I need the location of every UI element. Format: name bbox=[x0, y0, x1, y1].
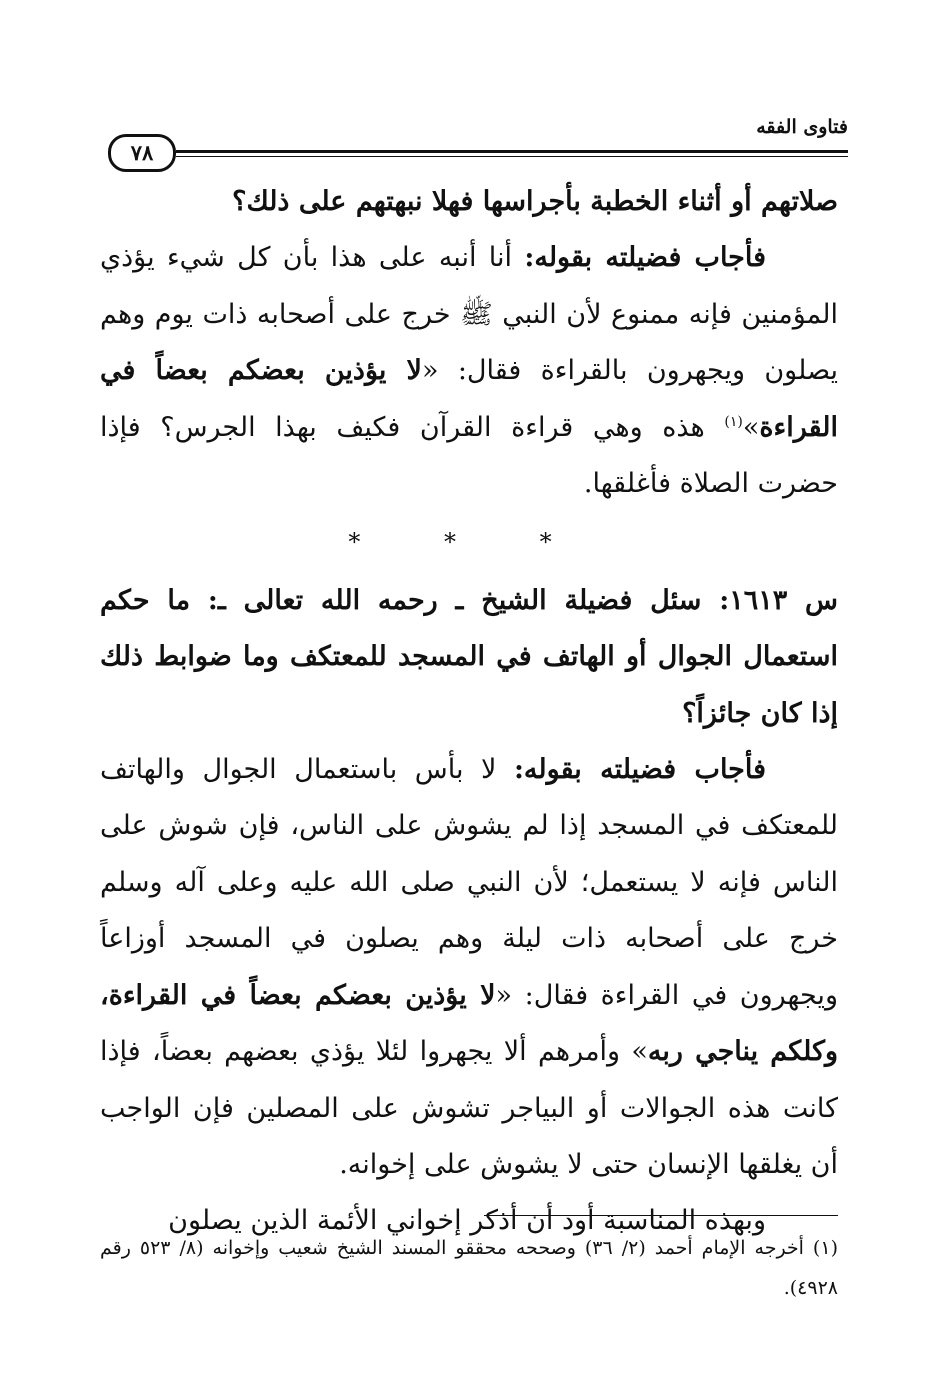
hadith-quote: لا يؤذين بعضكم بعضاً في القراءة bbox=[100, 355, 838, 443]
footnote-rule bbox=[484, 1215, 838, 1216]
main-text bbox=[100, 174, 838, 1250]
page-header bbox=[96, 112, 848, 172]
answer-text-2: لا بأس باستعمال الجوال والهاتف للمعتكف في المسجد إذا لم يشوش على الناس، فإن شوش على الناس فإنه لا يستعمل؛ لأن النبي صلى الله عليه وعلى آله وسلم خرج على أصحابه ذات ليلة وهم يصلون في المسجد أوزاعاً ويجهرون في القراءة فقال: « bbox=[100, 754, 838, 1011]
answer-paragraph bbox=[100, 230, 838, 512]
footnote: (١) أخرجه الإمام أحمد (٢/ ٣٦) وصححه محققو المسند الشيخ شعيب وإخوانه (٨/ ٥٢٣ رقم ٤٩٢٨). bbox=[100, 1237, 838, 1299]
header-rule bbox=[176, 150, 848, 157]
answer-text-end: هذه وهي قراءة القرآن فكيف بهذا الجرس؟ فإذا حضرت الصلاة فأغلقها. bbox=[100, 411, 838, 500]
section-separator: * * * bbox=[348, 528, 590, 557]
answer-text-2-end: » وأمرهم ألا يجهروا لئلا يؤذي بعضهم بعضاً، فإذا كانت هذه الجوالات أو البياجر تشوش على المصلين فإن الواجب أن يغلقها الإنسان حتى لا يشوش على إخوانه. bbox=[100, 1036, 838, 1180]
question-paragraph bbox=[100, 573, 838, 742]
hadith-quote-2: لا يؤذين بعضكم بعضاً في القراءة، وكلكم يناجي ربه bbox=[100, 979, 838, 1068]
page-number: ٧٨ bbox=[108, 134, 176, 172]
answer-lead: فأجاب فضيلته بقوله: bbox=[524, 242, 766, 274]
question-text: سئل فضيلة الشيخ ـ رحمه الله تعالى ـ: ما حكم استعمال الجوال أو الهاتف في المسجد للمعتكف وما ضوابط ذلك إذا كان جائزاً؟ bbox=[100, 584, 838, 729]
closing-paragraph: وبهذه المناسبة أود أن أذكر إخواني الأئمة الذين يصلون bbox=[168, 1205, 766, 1237]
running-title: فتاوى الفقه bbox=[756, 116, 848, 138]
question-label: س ١٦١٣: bbox=[719, 584, 839, 616]
answer-text: أنا أنبه على هذا بأن كل شيء يؤذي المؤمنين فإنه ممنوع لأن النبي ﷺ خرج على أصحابه ذات يوم وهم يصلون ويجهرون بالقراءة فقال: « bbox=[100, 242, 839, 387]
quote-close: » bbox=[742, 411, 760, 443]
footnote-ref[interactable]: (١) bbox=[724, 413, 743, 430]
answer-paragraph-2 bbox=[100, 742, 838, 1193]
question-continuation: صلاتهم أو أثناء الخطبة بأجراسها فهلا نبهتهم على ذلك؟ bbox=[232, 186, 838, 217]
answer-lead-2: فأجاب فضيلته بقوله: bbox=[513, 754, 766, 786]
